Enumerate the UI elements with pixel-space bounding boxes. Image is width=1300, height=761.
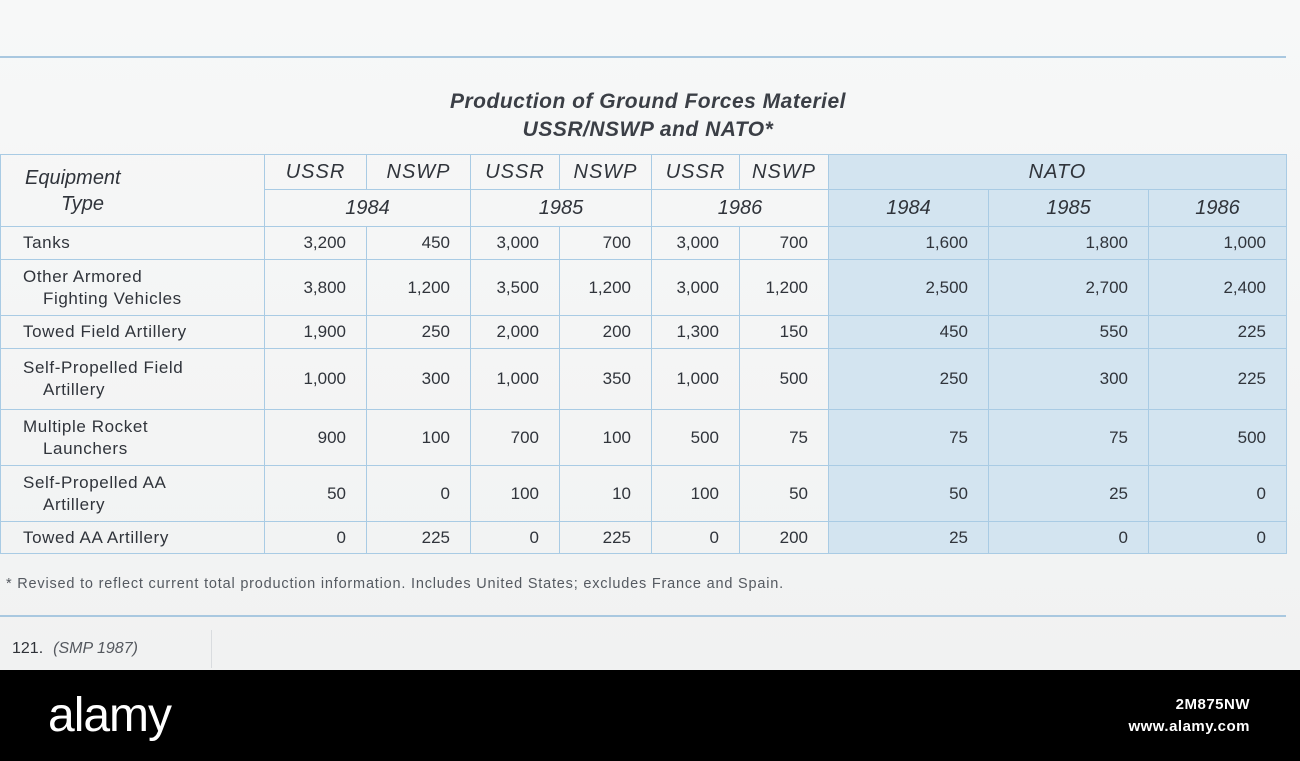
- nato-header: NATO: [829, 155, 1287, 190]
- nato-value-cell: 2,500: [829, 260, 989, 316]
- nato-year-header: 1986: [1149, 190, 1287, 227]
- value-cell: 50: [740, 466, 829, 522]
- value-cell: 3,800: [265, 260, 367, 316]
- value-cell: 3,000: [471, 227, 560, 260]
- top-rule: [0, 56, 1286, 58]
- value-cell: 2,000: [471, 316, 560, 349]
- table-subtitle: USSR/NSWP and NATO*: [522, 118, 774, 141]
- equipment-label: Multiple Rocket Launchers: [1, 410, 265, 466]
- nato-value-cell: 0: [1149, 466, 1287, 522]
- equipment-label: Other Armored Fighting Vehicles: [1, 260, 265, 316]
- table-row: [1, 260, 1287, 316]
- value-cell: 0: [265, 522, 367, 554]
- equipment-label: Self-Propelled AA Artillery: [1, 466, 265, 522]
- group-header: USSR: [652, 155, 740, 190]
- nato-value-cell: 0: [1149, 522, 1287, 554]
- value-cell: 3,500: [471, 260, 560, 316]
- equipment-type-header: Equipment Type: [1, 155, 265, 227]
- page-number: 121. (SMP 1987): [0, 630, 212, 668]
- value-cell: 500: [652, 410, 740, 466]
- nato-value-cell: 75: [989, 410, 1149, 466]
- group-header: USSR: [265, 155, 367, 190]
- table-row: [1, 410, 1287, 466]
- table-row: [1, 349, 1287, 410]
- value-cell: 75: [740, 410, 829, 466]
- nato-year-header: 1984: [829, 190, 989, 227]
- equipment-label: Self-Propelled Field Artillery: [1, 349, 265, 410]
- value-cell: 1,200: [367, 260, 471, 316]
- value-cell: 1,200: [560, 260, 652, 316]
- nato-value-cell: 25: [829, 522, 989, 554]
- equipment-label: Towed Field Artillery: [1, 316, 265, 349]
- value-cell: 225: [367, 522, 471, 554]
- nato-value-cell: 75: [829, 410, 989, 466]
- value-cell: 0: [367, 466, 471, 522]
- value-cell: 3,000: [652, 227, 740, 260]
- group-header: NSWP: [560, 155, 652, 190]
- value-cell: 1,900: [265, 316, 367, 349]
- group-header: NSWP: [367, 155, 471, 190]
- value-cell: 1,300: [652, 316, 740, 349]
- value-cell: 900: [265, 410, 367, 466]
- value-cell: 0: [471, 522, 560, 554]
- watermark-site: www.alamy.com: [1128, 718, 1250, 735]
- value-cell: 225: [560, 522, 652, 554]
- nato-year-header: 1985: [989, 190, 1149, 227]
- table-title: Production of Ground Forces Materiel: [449, 90, 847, 113]
- nato-value-cell: 0: [989, 522, 1149, 554]
- value-cell: 450: [367, 227, 471, 260]
- value-cell: 50: [265, 466, 367, 522]
- group-header: USSR: [471, 155, 560, 190]
- value-cell: 700: [740, 227, 829, 260]
- watermark-banner: [0, 670, 1300, 761]
- equipment-label: Tanks: [1, 227, 265, 260]
- value-cell: 100: [471, 466, 560, 522]
- value-cell: 300: [367, 349, 471, 410]
- value-cell: 150: [740, 316, 829, 349]
- nato-value-cell: 225: [1149, 316, 1287, 349]
- nato-value-cell: 2,400: [1149, 260, 1287, 316]
- nato-value-cell: 1,600: [829, 227, 989, 260]
- production-table: [0, 154, 1287, 554]
- footnote: * Revised to reflect current total production information. Includes United States; excludes France and Spain.: [6, 576, 784, 592]
- nato-value-cell: 550: [989, 316, 1149, 349]
- year-header: 1986: [652, 190, 829, 227]
- nato-value-cell: 250: [829, 349, 989, 410]
- value-cell: 350: [560, 349, 652, 410]
- value-cell: 500: [740, 349, 829, 410]
- value-cell: 3,200: [265, 227, 367, 260]
- value-cell: 0: [652, 522, 740, 554]
- nato-value-cell: 300: [989, 349, 1149, 410]
- value-cell: 10: [560, 466, 652, 522]
- value-cell: 1,000: [265, 349, 367, 410]
- table-row: [1, 522, 1287, 554]
- bottom-rule: [0, 615, 1286, 617]
- year-header: 1984: [265, 190, 471, 227]
- nato-value-cell: 225: [1149, 349, 1287, 410]
- value-cell: 100: [652, 466, 740, 522]
- value-cell: 700: [471, 410, 560, 466]
- watermark-logo: alamy: [48, 689, 172, 742]
- value-cell: 200: [740, 522, 829, 554]
- watermark-image-id: 2M875NW: [1175, 696, 1250, 713]
- nato-value-cell: 1,800: [989, 227, 1149, 260]
- table-row: [1, 227, 1287, 260]
- nato-value-cell: 500: [1149, 410, 1287, 466]
- year-header: 1985: [471, 190, 652, 227]
- nato-value-cell: 450: [829, 316, 989, 349]
- value-cell: 1,000: [652, 349, 740, 410]
- nato-value-cell: 50: [829, 466, 989, 522]
- header-row-groups: [1, 155, 1287, 190]
- nato-value-cell: 25: [989, 466, 1149, 522]
- value-cell: 100: [560, 410, 652, 466]
- nato-value-cell: 2,700: [989, 260, 1149, 316]
- nato-value-cell: 1,000: [1149, 227, 1287, 260]
- group-header: NSWP: [740, 155, 829, 190]
- table-row: [1, 316, 1287, 349]
- value-cell: 3,000: [652, 260, 740, 316]
- value-cell: 1,200: [740, 260, 829, 316]
- value-cell: 1,000: [471, 349, 560, 410]
- value-cell: 200: [560, 316, 652, 349]
- value-cell: 250: [367, 316, 471, 349]
- value-cell: 100: [367, 410, 471, 466]
- table-row: [1, 466, 1287, 522]
- value-cell: 700: [560, 227, 652, 260]
- equipment-label: Towed AA Artillery: [1, 522, 265, 554]
